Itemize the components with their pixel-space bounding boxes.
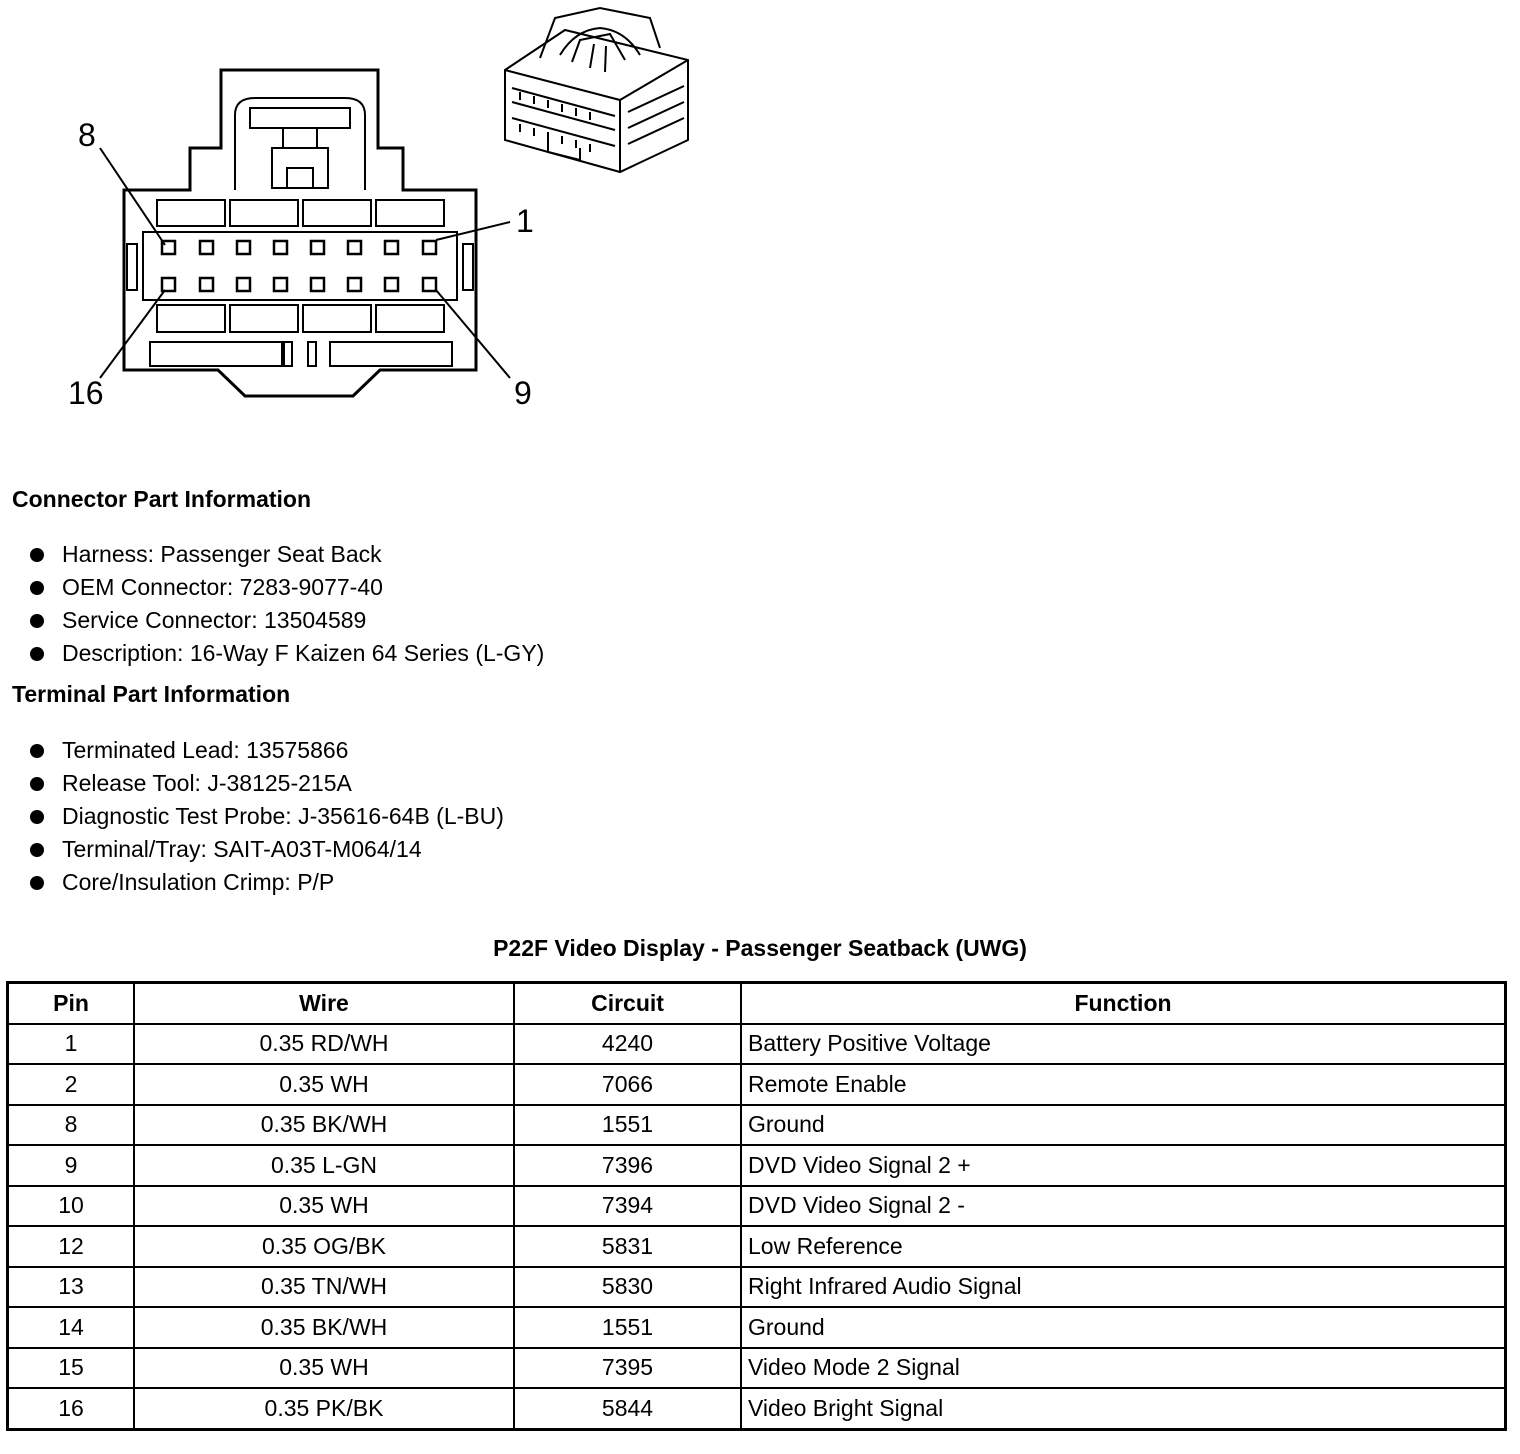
cell-wire: 0.35 BK/WH	[134, 1105, 514, 1146]
list-item: Core/Insulation Crimp: P/P	[28, 866, 504, 899]
table-row	[8, 1348, 1506, 1389]
cell-wire: 0.35 WH	[134, 1348, 514, 1389]
cell-wire: 0.35 OG/BK	[134, 1226, 514, 1267]
table-row	[8, 1145, 1506, 1186]
cell-pin: 9	[8, 1145, 135, 1186]
cell-circuit: 7396	[514, 1145, 741, 1186]
list-item: Harness: Passenger Seat Back	[28, 538, 544, 571]
cell-circuit: 4240	[514, 1024, 741, 1065]
bullet-icon	[30, 876, 44, 890]
cell-wire: 0.35 PK/BK	[134, 1388, 514, 1429]
cell-pin: 13	[8, 1267, 135, 1308]
cell-wire: 0.35 WH	[134, 1186, 514, 1227]
bullet-icon	[30, 581, 44, 595]
table-row	[8, 1064, 1506, 1105]
cell-function: Video Bright Signal	[741, 1388, 1506, 1429]
cell-pin: 8	[8, 1105, 135, 1146]
cell-function: Low Reference	[741, 1226, 1506, 1267]
cell-function: Ground	[741, 1307, 1506, 1348]
list-item: Diagnostic Test Probe: J-35616-64B (L-BU)	[28, 800, 504, 833]
header-pin: Pin	[8, 983, 135, 1024]
header-wire: Wire	[134, 983, 514, 1024]
latch	[235, 98, 365, 190]
list-item: Service Connector: 13504589	[28, 604, 544, 637]
pin-label-8: 8	[78, 117, 96, 153]
terminal-cavities-top	[162, 241, 436, 254]
cell-circuit: 7394	[514, 1186, 741, 1227]
table-row	[8, 1307, 1506, 1348]
bullet-icon	[30, 744, 44, 758]
cell-function: Battery Positive Voltage	[741, 1024, 1506, 1065]
table-header-row	[8, 983, 1506, 1024]
pin-label-1: 1	[516, 203, 534, 239]
bullet-icon	[30, 647, 44, 661]
connector-info-list	[28, 538, 544, 670]
bullet-icon	[30, 614, 44, 628]
pin-label-16: 16	[68, 375, 104, 411]
cell-wire: 0.35 RD/WH	[134, 1024, 514, 1065]
lower-windows	[157, 305, 444, 332]
terminal-info-heading: Terminal Part Information	[12, 681, 291, 707]
upper-windows	[157, 200, 444, 226]
connector-face	[100, 70, 510, 396]
table-row	[8, 1267, 1506, 1308]
cell-pin: 14	[8, 1307, 135, 1348]
list-item: Description: 16-Way F Kaizen 64 Series (L-GY)	[28, 637, 544, 670]
cell-function: Video Mode 2 Signal	[741, 1348, 1506, 1389]
cell-pin: 10	[8, 1186, 135, 1227]
pin-label-9: 9	[514, 375, 532, 411]
table-row	[8, 1024, 1506, 1065]
bullet-icon	[30, 810, 44, 824]
cell-wire: 0.35 TN/WH	[134, 1267, 514, 1308]
cell-function: DVD Video Signal 2 +	[741, 1145, 1506, 1186]
list-item: Terminal/Tray: SAIT-A03T-M064/14	[28, 833, 504, 866]
cell-pin: 2	[8, 1064, 135, 1105]
header-circuit: Circuit	[514, 983, 741, 1024]
cell-circuit: 5831	[514, 1226, 741, 1267]
cell-circuit: 7395	[514, 1348, 741, 1389]
cell-circuit: 5830	[514, 1267, 741, 1308]
cell-function: Ground	[741, 1105, 1506, 1146]
cell-pin: 12	[8, 1226, 135, 1267]
header-function: Function	[741, 983, 1506, 1024]
connector-info-heading: Connector Part Information	[12, 486, 312, 512]
connector-3d-view	[505, 8, 688, 172]
list-item: OEM Connector: 7283-9077-40	[28, 571, 544, 604]
table-row	[8, 1105, 1506, 1146]
cell-function: Right Infrared Audio Signal	[741, 1267, 1506, 1308]
list-item: Terminated Lead: 13575866	[28, 734, 504, 767]
cell-wire: 0.35 L-GN	[134, 1145, 514, 1186]
cell-circuit: 1551	[514, 1105, 741, 1146]
cell-function: DVD Video Signal 2 -	[741, 1186, 1506, 1227]
cell-circuit: 1551	[514, 1307, 741, 1348]
bullet-icon	[30, 843, 44, 857]
connector-diagram	[0, 0, 760, 430]
bullet-icon	[30, 548, 44, 562]
table-row	[8, 1186, 1506, 1227]
cell-pin: 16	[8, 1388, 135, 1429]
table-title: P22F Video Display - Passenger Seatback (UWG)	[493, 935, 1027, 961]
leader-lines	[100, 148, 510, 378]
terminal-info-list	[28, 734, 504, 899]
cell-circuit: 7066	[514, 1064, 741, 1105]
cell-wire: 0.35 WH	[134, 1064, 514, 1105]
bullet-icon	[30, 777, 44, 791]
cell-pin: 1	[8, 1024, 135, 1065]
table-row	[8, 1226, 1506, 1267]
list-item: Release Tool: J-38125-215A	[28, 767, 504, 800]
table-row	[8, 1388, 1506, 1429]
pinout-table	[6, 981, 1507, 1431]
cell-pin: 15	[8, 1348, 135, 1389]
cell-wire: 0.35 BK/WH	[134, 1307, 514, 1348]
terminal-cavities-bottom	[162, 278, 436, 291]
cell-circuit: 5844	[514, 1388, 741, 1429]
cell-function: Remote Enable	[741, 1064, 1506, 1105]
